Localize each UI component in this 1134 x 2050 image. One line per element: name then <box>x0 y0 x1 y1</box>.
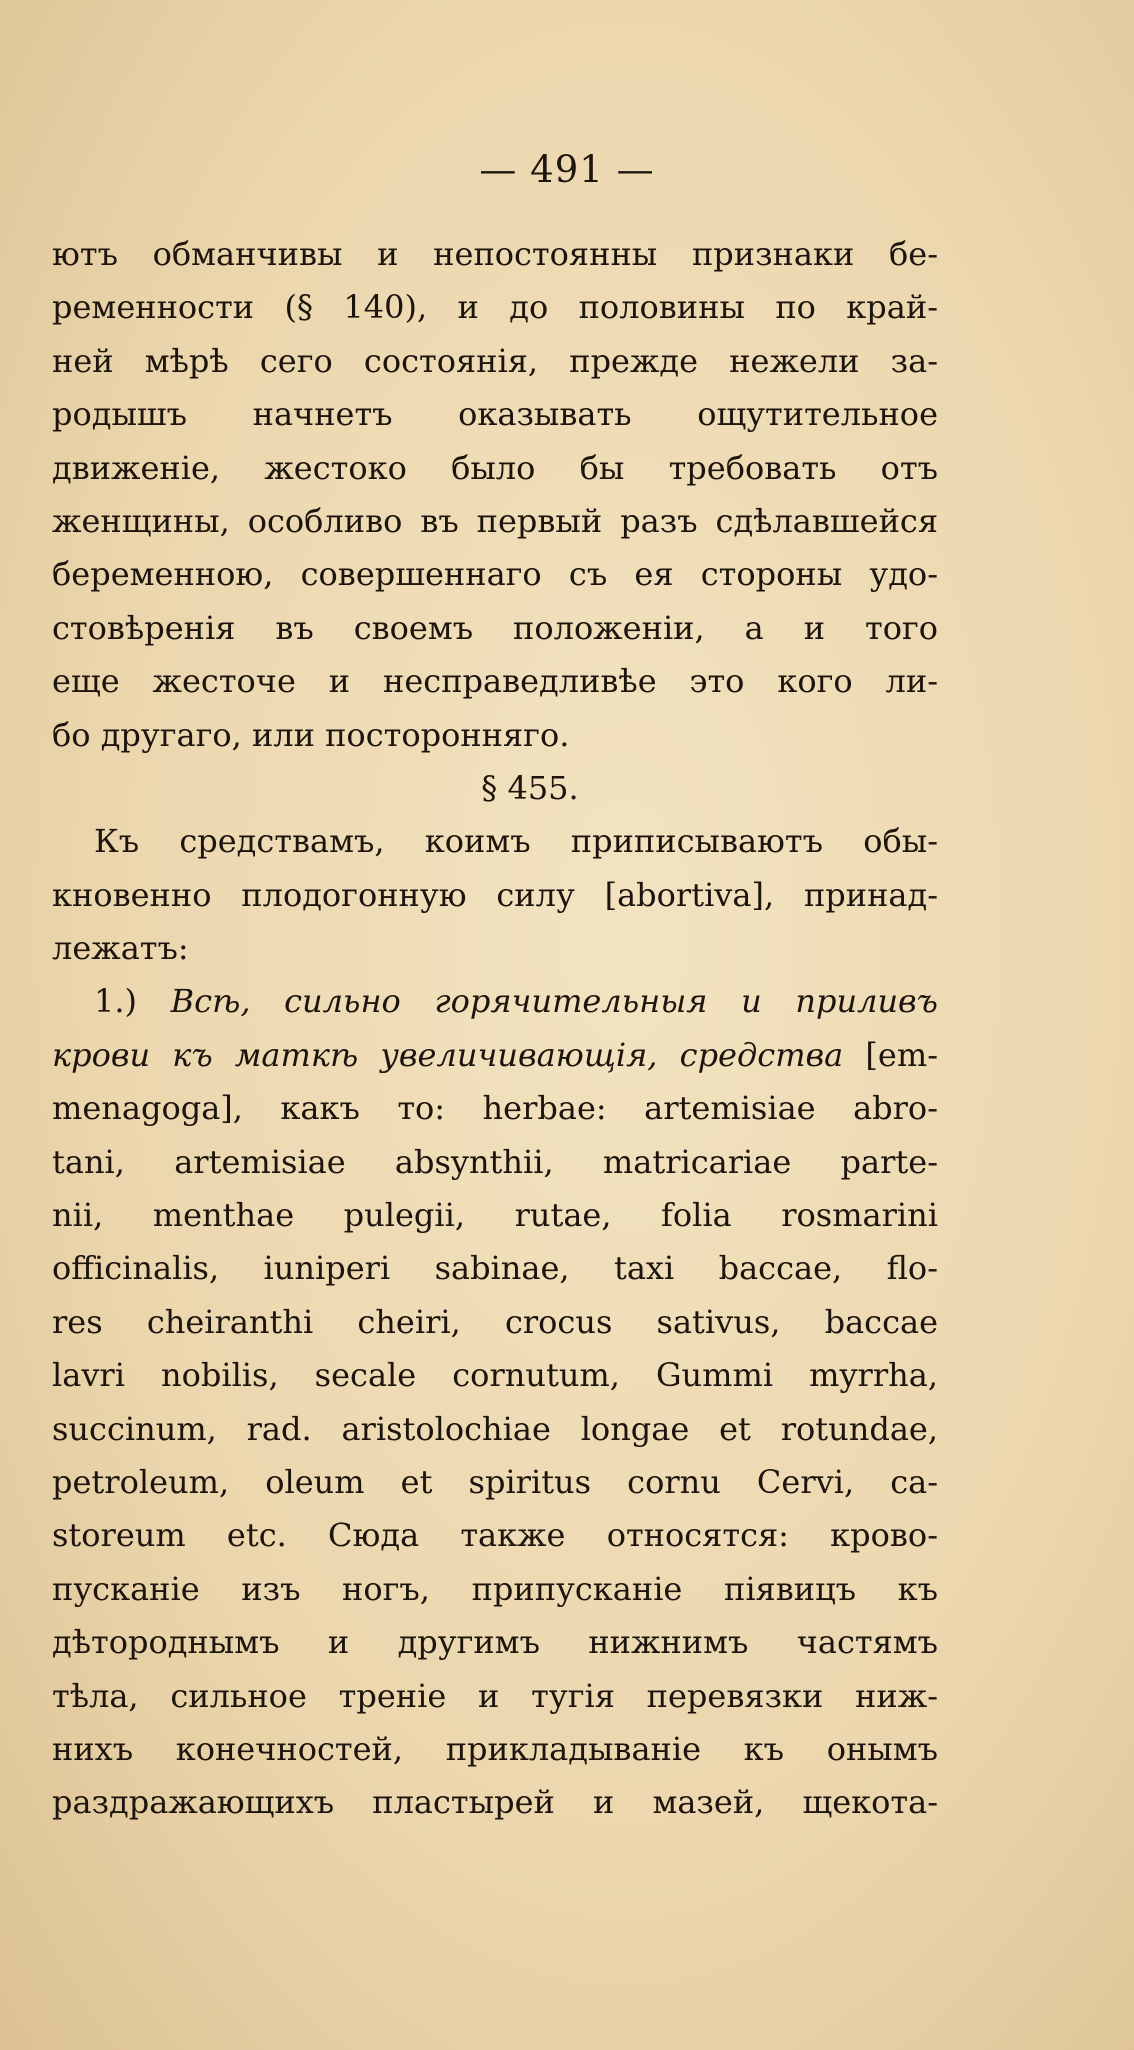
text-line: еще жесточе и несправедливѣе это кого ли- <box>52 662 938 701</box>
text-line: дѣтороднымъ и другимъ нижнимъ частямъ <box>52 1623 938 1662</box>
text-line: движеніе, жестоко было бы требовать отъ <box>52 448 938 487</box>
text-line: ременности (§ 140), и до половины по край- <box>52 288 938 327</box>
text-line: storeum etc. Сюда также относятся: крово- <box>52 1516 938 1555</box>
text-line <box>52 975 938 1028</box>
text-line: officinalis, iuniperi sabinae, taxi baccae, flo- <box>52 1249 938 1288</box>
text-line: тѣла, сильное треніе и тугія перевязки ниж- <box>52 1676 938 1715</box>
text-line: стовѣренія въ своемъ положеніи, а и того <box>52 608 938 647</box>
text-line: res cheiranthi cheiri, crocus sativus, baccae <box>52 1302 938 1341</box>
item-emphasis-text: крови къ маткѣ увеличивающія, средства <box>52 1035 866 1074</box>
paragraph-1 <box>52 228 938 762</box>
text-line: беременною, совершеннаго съ ея стороны удо- <box>52 555 938 594</box>
text-line: лежатъ: <box>52 929 189 968</box>
section-intro <box>52 815 938 975</box>
text-line: tani, artemisiae absynthii, matricariae parte- <box>52 1142 938 1181</box>
text-line: раздражающихъ пластырей и мазей, щекота- <box>52 1783 938 1822</box>
text-line: petroleum, oleum et spiritus cornu Cervi, ca- <box>52 1462 938 1501</box>
text-line: succinum, rad. aristolochiae longae et rotundae, <box>52 1409 938 1448</box>
list-item-1 <box>52 975 938 1829</box>
text-line: menagoga], какъ то: herbae: artemisiae abro- <box>52 1089 938 1128</box>
text-line: бо другаго, или посторонняго. <box>52 715 570 754</box>
item-number-text: 1.) <box>94 982 171 1021</box>
section-heading: § 455. <box>481 768 579 807</box>
text-line: кновенно плодогонную силу [abortiva], принад- <box>52 875 938 914</box>
text-line: nii, menthae pulegii, rutae, folia rosmarini <box>52 1196 938 1235</box>
item-emphasis-text: Всѣ, сильно горячительныя и приливъ <box>170 982 938 1021</box>
item-lead <box>94 982 938 1020</box>
text-line: ней мѣрѣ сего состоянія, прежде нежели за- <box>52 341 938 380</box>
text-line: родышъ начнетъ оказывать ощутительное <box>52 395 938 434</box>
text-line <box>52 1029 938 1082</box>
item-bracket-text: [em- <box>865 1035 938 1074</box>
text-line: пусканіе изъ ногъ, припусканіе пiявицъ къ <box>52 1569 938 1608</box>
page-number: — 491 — <box>479 148 655 191</box>
text-line: lavri nobilis, secale cornutum, Gummi myrrha, <box>52 1356 938 1395</box>
page-text <box>52 228 938 1830</box>
text-line: женщины, особливо въ первый разъ сдѣлавшейся <box>52 501 938 540</box>
text-line: Къ средствамъ, коимъ приписываютъ обы- <box>94 822 938 861</box>
text-line: ютъ обманчивы и непостоянны признаки бе- <box>52 235 938 273</box>
text-line: нихъ конечностей, прикладываніе къ онымъ <box>52 1729 938 1768</box>
